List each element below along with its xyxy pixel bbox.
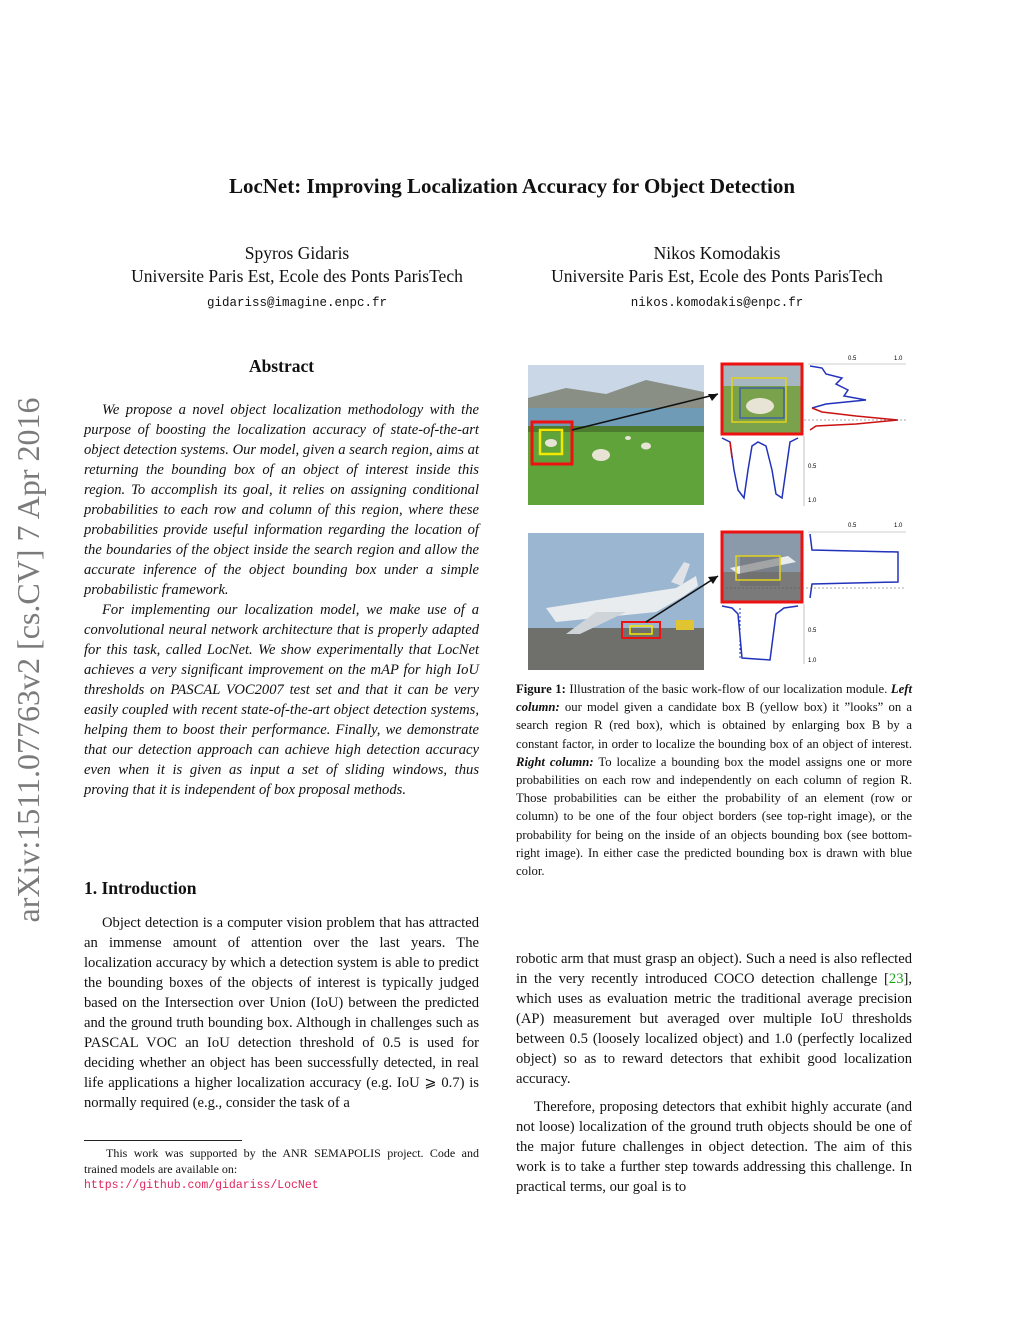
- svg-text:0.5: 0.5: [808, 464, 817, 470]
- right-paragraph-2: Therefore, proposing detectors that exhibit highly accurate (and not loose) localization of the ground truth objects should be one of the major future challenges in object detection. The aim of this work is to take a further step towards addressing this challenge. In practical terms, our goal is to: [516, 1099, 912, 1195]
- abstract-paragraph-1: We propose a novel object localization methodology with the purpose of boosting the localization accuracy of state-of-the-art object detection systems. Our model, given a search region, aims at returning the bounding box of an object of interest inside this region. To accomplish its goal, it relies on assigning conditional probabilities to each row and column of this region, where these probabilities provide useful information regarding the location of the boundaries of the object inside the search region and allow the accurate inference of the object bounding box under a simple probabilistic framework.: [84, 402, 479, 598]
- footnote: [84, 1146, 479, 1194]
- author-name: Spyros Gidaris: [244, 243, 350, 263]
- right-paragraph-1: robotic arm that must grasp an object). Such a need is also reflected in the very recently introduced COCO detection challenge [23], which uses as evaluation metric the traditional average precision (AP) measurement but averaged over multiple IoU thresholds between 0.5 (loosely localized object) and 1.0 (perfectly localized object) so as to reward detectors that exhibit good localization accuracy.: [516, 951, 912, 1087]
- arxiv-stamp: arXiv:1511.07763v2 [cs.CV] 7 Apr 2016: [10, 397, 46, 923]
- svg-text:1.0: 1.0: [808, 658, 817, 664]
- airplane-zoom: [722, 532, 802, 602]
- abstract-paragraph-2: For implementing our localization model, we make use of a convolutional neural network architecture that is properly adapted for this task, called LocNet. We show experimentally that LocNet achieves a very significant improvement on the mAP for high IoU thresholds on PASCAL VOC2007 test set and that it can be very easily coupled with recent state-of-the-art object detection systems, helping them to boost their performance. Finally, we demonstrate that our detection approach can achieve high detection accuracy even when it is given as input a set of sliding windows, thus proving that it is independent of box proposal methods.: [84, 602, 479, 798]
- svg-text:1.0: 1.0: [808, 498, 817, 504]
- svg-text:1.0: 1.0: [894, 523, 903, 529]
- figure-1-graphic: [526, 350, 916, 670]
- paper-title: LocNet: Improving Localization Accuracy for Object Detection: [228, 174, 796, 198]
- svg-text:0.5: 0.5: [848, 356, 857, 362]
- caption-right-column: Right column:: [516, 754, 594, 769]
- author-email[interactable]: gidariss@imagine.enpc.fr: [206, 296, 388, 310]
- svg-text:0.5: 0.5: [848, 523, 857, 529]
- intro-body: [84, 913, 479, 1113]
- figure-caption: Figure 1: Illustration of the basic work-flow of our localization module. Left column: our model given a candidate box B (yellow box) it ”looks” on a search region R (red box), which is obtained by enlarging box B by a constant factor, in order to localize the bounding box of an object of interest. Right column: To localize a bounding box the model assigns one or more probabilities on each row and independently on each column of region R. Those probabilities can be either the probability of an element (row or column) to be one of the four object borders (see top-right image), or the probability for being on the inside of an objects bounding box (see bottom-right image). In either case the predicted bounding box is drawn with blue color.: [516, 682, 913, 879]
- row-probability-plot: [804, 356, 906, 430]
- footnote-link[interactable]: https://github.com/gidariss/LocNet: [84, 1179, 319, 1192]
- abstract-body: [84, 400, 479, 800]
- sheep-photo: [528, 365, 704, 505]
- column-probability-plot: [722, 436, 817, 506]
- svg-text:0.5: 0.5: [808, 628, 817, 634]
- intro-heading: 1. Introduction: [84, 878, 197, 898]
- right-column-body: [516, 949, 912, 1197]
- intro-paragraph-1: Object detection is a computer vision problem that has attracted an immense amount of attention over the last years. The localization accuracy by which a detection system is able to predict the bounding boxes of the objects of interest is typically judged based on the Intersection over Union (IoU) between the predicted and the ground truth bounding box. Although in challenges such as PASCAL VOC an IoU detection threshold of 0.5 is used for deciding whether an object has been successfully detected, in real life applications a higher localization accuracy (e.g. IoU ⩾ 0.7) is normally required (e.g., consider the task of a: [84, 915, 479, 1111]
- footnote-text: This work was supported by the ANR SEMAPOLIS project. Code and trained models are available on:: [84, 1146, 479, 1176]
- abstract-heading: Abstract: [248, 356, 315, 376]
- author-2: [507, 242, 927, 315]
- caption-left-column: Left column:: [516, 682, 912, 715]
- svg-text:1.0: 1.0: [894, 356, 903, 362]
- sheep-zoom: [722, 364, 802, 434]
- author-1: [87, 242, 507, 315]
- citation-link[interactable]: 23: [888, 971, 904, 987]
- footnote-rule: [84, 1140, 242, 1141]
- author-affiliation: Universite Paris Est, Ecole des Ponts ParisTech: [131, 266, 463, 286]
- figure-1: [526, 350, 916, 670]
- author-name: Nikos Komodakis: [653, 243, 781, 263]
- author-affiliation: Universite Paris Est, Ecole des Ponts ParisTech: [551, 266, 883, 286]
- caption-label: Figure 1:: [516, 682, 566, 696]
- author-email[interactable]: nikos.komodakis@enpc.fr: [630, 296, 804, 310]
